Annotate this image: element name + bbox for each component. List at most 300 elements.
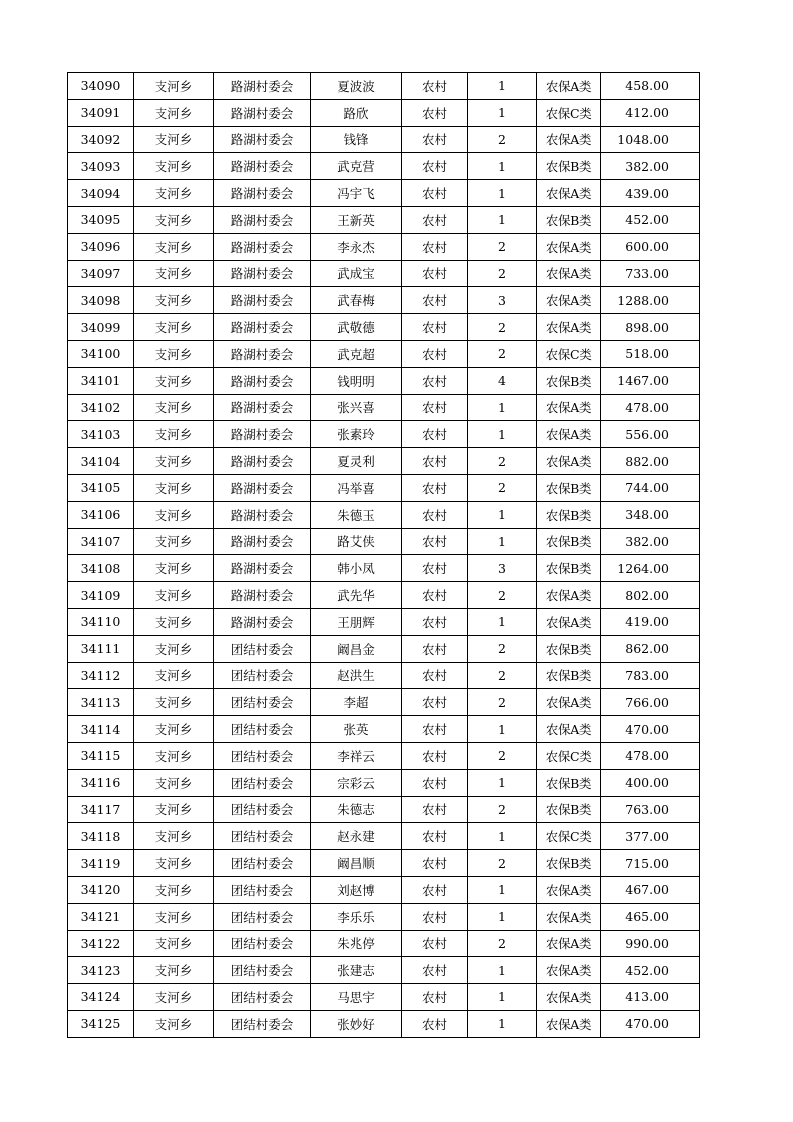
township-cell: 支河乡 bbox=[134, 555, 214, 582]
township-cell: 支河乡 bbox=[134, 314, 214, 341]
record-id-cell: 34114 bbox=[68, 716, 134, 743]
record-id-cell: 34105 bbox=[68, 474, 134, 501]
village-committee-cell: 路湖村委会 bbox=[214, 474, 311, 501]
amount-cell: 715.00 bbox=[601, 850, 700, 877]
household-count-cell: 1 bbox=[468, 180, 537, 207]
record-id-cell: 34109 bbox=[68, 582, 134, 609]
table-row bbox=[68, 984, 700, 1011]
table-row bbox=[68, 367, 700, 394]
record-id-cell: 34095 bbox=[68, 206, 134, 233]
table-row bbox=[68, 99, 700, 126]
township-cell: 支河乡 bbox=[134, 957, 214, 984]
insurance-category-cell: 农保A类 bbox=[537, 421, 601, 448]
village-committee-cell: 团结村委会 bbox=[214, 796, 311, 823]
insurance-category-cell: 农保A类 bbox=[537, 930, 601, 957]
insurance-category-cell: 农保B类 bbox=[537, 367, 601, 394]
record-id-cell: 34102 bbox=[68, 394, 134, 421]
household-count-cell: 1 bbox=[468, 769, 537, 796]
area-type-cell: 农村 bbox=[402, 903, 468, 930]
household-count-cell: 2 bbox=[468, 233, 537, 260]
township-cell: 支河乡 bbox=[134, 716, 214, 743]
village-committee-cell: 团结村委会 bbox=[214, 635, 311, 662]
township-cell: 支河乡 bbox=[134, 662, 214, 689]
insurance-category-cell: 农保A类 bbox=[537, 314, 601, 341]
insurance-category-cell: 农保A类 bbox=[537, 448, 601, 475]
area-type-cell: 农村 bbox=[402, 260, 468, 287]
record-id-cell: 34112 bbox=[68, 662, 134, 689]
amount-cell: 412.00 bbox=[601, 99, 700, 126]
person-name-cell: 马思宇 bbox=[311, 984, 402, 1011]
person-name-cell: 钱明明 bbox=[311, 367, 402, 394]
village-committee-cell: 团结村委会 bbox=[214, 823, 311, 850]
area-type-cell: 农村 bbox=[402, 340, 468, 367]
village-committee-cell: 路湖村委会 bbox=[214, 180, 311, 207]
village-committee-cell: 团结村委会 bbox=[214, 984, 311, 1011]
township-cell: 支河乡 bbox=[134, 903, 214, 930]
township-cell: 支河乡 bbox=[134, 823, 214, 850]
person-name-cell: 赵永建 bbox=[311, 823, 402, 850]
table-row bbox=[68, 903, 700, 930]
insurance-category-cell: 农保B类 bbox=[537, 153, 601, 180]
household-count-cell: 1 bbox=[468, 421, 537, 448]
record-id-cell: 34103 bbox=[68, 421, 134, 448]
record-id-cell: 34092 bbox=[68, 126, 134, 153]
insurance-category-cell: 农保A类 bbox=[537, 180, 601, 207]
township-cell: 支河乡 bbox=[134, 474, 214, 501]
village-committee-cell: 团结村委会 bbox=[214, 689, 311, 716]
record-id-cell: 34094 bbox=[68, 180, 134, 207]
village-committee-cell: 路湖村委会 bbox=[214, 287, 311, 314]
insurance-category-cell: 农保C类 bbox=[537, 99, 601, 126]
household-count-cell: 1 bbox=[468, 957, 537, 984]
area-type-cell: 农村 bbox=[402, 662, 468, 689]
table-row bbox=[68, 73, 700, 100]
amount-cell: 1048.00 bbox=[601, 126, 700, 153]
village-committee-cell: 路湖村委会 bbox=[214, 260, 311, 287]
household-count-cell: 1 bbox=[468, 1010, 537, 1037]
amount-cell: 898.00 bbox=[601, 314, 700, 341]
township-cell: 支河乡 bbox=[134, 528, 214, 555]
insurance-category-cell: 农保A类 bbox=[537, 689, 601, 716]
village-committee-cell: 团结村委会 bbox=[214, 903, 311, 930]
insurance-category-cell: 农保B类 bbox=[537, 850, 601, 877]
person-name-cell: 韩小凤 bbox=[311, 555, 402, 582]
record-id-cell: 34122 bbox=[68, 930, 134, 957]
insurance-category-cell: 农保B类 bbox=[537, 555, 601, 582]
area-type-cell: 农村 bbox=[402, 206, 468, 233]
table-row bbox=[68, 930, 700, 957]
household-count-cell: 1 bbox=[468, 876, 537, 903]
amount-cell: 763.00 bbox=[601, 796, 700, 823]
township-cell: 支河乡 bbox=[134, 99, 214, 126]
area-type-cell: 农村 bbox=[402, 314, 468, 341]
household-count-cell: 3 bbox=[468, 555, 537, 582]
township-cell: 支河乡 bbox=[134, 689, 214, 716]
insurance-category-cell: 农保A类 bbox=[537, 73, 601, 100]
village-committee-cell: 团结村委会 bbox=[214, 662, 311, 689]
table-row bbox=[68, 233, 700, 260]
record-id-cell: 34093 bbox=[68, 153, 134, 180]
insurance-category-cell: 农保A类 bbox=[537, 903, 601, 930]
village-committee-cell: 路湖村委会 bbox=[214, 99, 311, 126]
township-cell: 支河乡 bbox=[134, 930, 214, 957]
person-name-cell: 路艾侠 bbox=[311, 528, 402, 555]
area-type-cell: 农村 bbox=[402, 850, 468, 877]
household-count-cell: 2 bbox=[468, 796, 537, 823]
insurance-category-cell: 农保B类 bbox=[537, 769, 601, 796]
table-row bbox=[68, 421, 700, 448]
amount-cell: 556.00 bbox=[601, 421, 700, 448]
record-id-cell: 34108 bbox=[68, 555, 134, 582]
amount-cell: 1467.00 bbox=[601, 367, 700, 394]
amount-cell: 1264.00 bbox=[601, 555, 700, 582]
area-type-cell: 农村 bbox=[402, 367, 468, 394]
township-cell: 支河乡 bbox=[134, 260, 214, 287]
township-cell: 支河乡 bbox=[134, 126, 214, 153]
amount-cell: 990.00 bbox=[601, 930, 700, 957]
township-cell: 支河乡 bbox=[134, 340, 214, 367]
village-committee-cell: 团结村委会 bbox=[214, 957, 311, 984]
village-committee-cell: 路湖村委会 bbox=[214, 314, 311, 341]
amount-cell: 733.00 bbox=[601, 260, 700, 287]
area-type-cell: 农村 bbox=[402, 421, 468, 448]
amount-cell: 862.00 bbox=[601, 635, 700, 662]
table-row bbox=[68, 769, 700, 796]
amount-cell: 766.00 bbox=[601, 689, 700, 716]
amount-cell: 348.00 bbox=[601, 501, 700, 528]
area-type-cell: 农村 bbox=[402, 153, 468, 180]
insurance-category-cell: 农保B类 bbox=[537, 528, 601, 555]
record-id-cell: 34100 bbox=[68, 340, 134, 367]
insurance-category-cell: 农保A类 bbox=[537, 957, 601, 984]
amount-cell: 377.00 bbox=[601, 823, 700, 850]
record-id-cell: 34110 bbox=[68, 608, 134, 635]
area-type-cell: 农村 bbox=[402, 769, 468, 796]
insurance-category-cell: 农保A类 bbox=[537, 984, 601, 1011]
record-id-cell: 34106 bbox=[68, 501, 134, 528]
person-name-cell: 武先华 bbox=[311, 582, 402, 609]
household-count-cell: 2 bbox=[468, 635, 537, 662]
household-count-cell: 1 bbox=[468, 823, 537, 850]
amount-cell: 382.00 bbox=[601, 153, 700, 180]
person-name-cell: 冯宇飞 bbox=[311, 180, 402, 207]
household-count-cell: 1 bbox=[468, 528, 537, 555]
record-id-cell: 34096 bbox=[68, 233, 134, 260]
village-committee-cell: 团结村委会 bbox=[214, 930, 311, 957]
household-count-cell: 2 bbox=[468, 448, 537, 475]
table-row bbox=[68, 206, 700, 233]
township-cell: 支河乡 bbox=[134, 180, 214, 207]
village-committee-cell: 路湖村委会 bbox=[214, 528, 311, 555]
amount-cell: 400.00 bbox=[601, 769, 700, 796]
insurance-category-cell: 农保A类 bbox=[537, 233, 601, 260]
insurance-category-cell: 农保A类 bbox=[537, 126, 601, 153]
area-type-cell: 农村 bbox=[402, 180, 468, 207]
area-type-cell: 农村 bbox=[402, 233, 468, 260]
household-count-cell: 1 bbox=[468, 73, 537, 100]
record-id-cell: 34097 bbox=[68, 260, 134, 287]
person-name-cell: 朱德玉 bbox=[311, 501, 402, 528]
village-committee-cell: 团结村委会 bbox=[214, 850, 311, 877]
insurance-category-cell: 农保A类 bbox=[537, 1010, 601, 1037]
township-cell: 支河乡 bbox=[134, 984, 214, 1011]
area-type-cell: 农村 bbox=[402, 930, 468, 957]
amount-cell: 413.00 bbox=[601, 984, 700, 1011]
insurance-category-cell: 农保B类 bbox=[537, 635, 601, 662]
table-row bbox=[68, 287, 700, 314]
township-cell: 支河乡 bbox=[134, 501, 214, 528]
township-cell: 支河乡 bbox=[134, 367, 214, 394]
table-row bbox=[68, 662, 700, 689]
person-name-cell: 武克超 bbox=[311, 340, 402, 367]
table-row bbox=[68, 448, 700, 475]
village-committee-cell: 路湖村委会 bbox=[214, 153, 311, 180]
table-row bbox=[68, 555, 700, 582]
person-name-cell: 王朋辉 bbox=[311, 608, 402, 635]
amount-cell: 470.00 bbox=[601, 716, 700, 743]
record-id-cell: 34124 bbox=[68, 984, 134, 1011]
village-committee-cell: 团结村委会 bbox=[214, 876, 311, 903]
record-id-cell: 34117 bbox=[68, 796, 134, 823]
insurance-category-cell: 农保B类 bbox=[537, 501, 601, 528]
insurance-category-cell: 农保B类 bbox=[537, 206, 601, 233]
amount-cell: 467.00 bbox=[601, 876, 700, 903]
record-id-cell: 34090 bbox=[68, 73, 134, 100]
insurance-category-cell: 农保A类 bbox=[537, 287, 601, 314]
household-count-cell: 2 bbox=[468, 582, 537, 609]
person-name-cell: 李乐乐 bbox=[311, 903, 402, 930]
area-type-cell: 农村 bbox=[402, 582, 468, 609]
person-name-cell: 张兴喜 bbox=[311, 394, 402, 421]
township-cell: 支河乡 bbox=[134, 448, 214, 475]
table-row bbox=[68, 260, 700, 287]
insurance-category-cell: 农保B类 bbox=[537, 474, 601, 501]
insurance-category-cell: 农保B类 bbox=[537, 796, 601, 823]
area-type-cell: 农村 bbox=[402, 608, 468, 635]
record-id-cell: 34125 bbox=[68, 1010, 134, 1037]
village-committee-cell: 路湖村委会 bbox=[214, 448, 311, 475]
record-id-cell: 34111 bbox=[68, 635, 134, 662]
person-name-cell: 武克营 bbox=[311, 153, 402, 180]
table-row bbox=[68, 635, 700, 662]
person-name-cell: 钱锋 bbox=[311, 126, 402, 153]
person-name-cell: 阚昌金 bbox=[311, 635, 402, 662]
household-count-cell: 1 bbox=[468, 716, 537, 743]
person-name-cell: 冯举喜 bbox=[311, 474, 402, 501]
record-id-cell: 34123 bbox=[68, 957, 134, 984]
township-cell: 支河乡 bbox=[134, 394, 214, 421]
township-cell: 支河乡 bbox=[134, 876, 214, 903]
insurance-category-cell: 农保A类 bbox=[537, 608, 601, 635]
person-name-cell: 夏波波 bbox=[311, 73, 402, 100]
amount-cell: 478.00 bbox=[601, 394, 700, 421]
insurance-category-cell: 农保C类 bbox=[537, 742, 601, 769]
amount-cell: 518.00 bbox=[601, 340, 700, 367]
insurance-category-cell: 农保B类 bbox=[537, 662, 601, 689]
township-cell: 支河乡 bbox=[134, 635, 214, 662]
village-committee-cell: 团结村委会 bbox=[214, 769, 311, 796]
table-row bbox=[68, 180, 700, 207]
township-cell: 支河乡 bbox=[134, 233, 214, 260]
person-name-cell: 张妙好 bbox=[311, 1010, 402, 1037]
area-type-cell: 农村 bbox=[402, 1010, 468, 1037]
person-name-cell: 李超 bbox=[311, 689, 402, 716]
township-cell: 支河乡 bbox=[134, 421, 214, 448]
household-count-cell: 1 bbox=[468, 99, 537, 126]
data-table bbox=[67, 72, 700, 1038]
person-name-cell: 朱德志 bbox=[311, 796, 402, 823]
table-row bbox=[68, 1010, 700, 1037]
household-count-cell: 2 bbox=[468, 742, 537, 769]
record-id-cell: 34121 bbox=[68, 903, 134, 930]
person-name-cell: 张素玲 bbox=[311, 421, 402, 448]
insurance-category-cell: 农保A类 bbox=[537, 394, 601, 421]
amount-cell: 458.00 bbox=[601, 73, 700, 100]
household-count-cell: 2 bbox=[468, 689, 537, 716]
village-committee-cell: 团结村委会 bbox=[214, 716, 311, 743]
township-cell: 支河乡 bbox=[134, 850, 214, 877]
table-row bbox=[68, 742, 700, 769]
township-cell: 支河乡 bbox=[134, 287, 214, 314]
table-row bbox=[68, 608, 700, 635]
area-type-cell: 农村 bbox=[402, 528, 468, 555]
table-row bbox=[68, 153, 700, 180]
insurance-category-cell: 农保A类 bbox=[537, 876, 601, 903]
household-count-cell: 2 bbox=[468, 126, 537, 153]
township-cell: 支河乡 bbox=[134, 1010, 214, 1037]
area-type-cell: 农村 bbox=[402, 716, 468, 743]
area-type-cell: 农村 bbox=[402, 287, 468, 314]
record-id-cell: 34113 bbox=[68, 689, 134, 716]
person-name-cell: 赵洪生 bbox=[311, 662, 402, 689]
household-count-cell: 4 bbox=[468, 367, 537, 394]
table-row bbox=[68, 850, 700, 877]
table-row bbox=[68, 957, 700, 984]
township-cell: 支河乡 bbox=[134, 582, 214, 609]
village-committee-cell: 路湖村委会 bbox=[214, 233, 311, 260]
amount-cell: 1288.00 bbox=[601, 287, 700, 314]
table-row bbox=[68, 474, 700, 501]
area-type-cell: 农村 bbox=[402, 876, 468, 903]
township-cell: 支河乡 bbox=[134, 608, 214, 635]
amount-cell: 600.00 bbox=[601, 233, 700, 260]
insurance-category-cell: 农保A类 bbox=[537, 582, 601, 609]
household-count-cell: 1 bbox=[468, 903, 537, 930]
person-name-cell: 朱兆停 bbox=[311, 930, 402, 957]
household-count-cell: 1 bbox=[468, 206, 537, 233]
person-name-cell: 路欣 bbox=[311, 99, 402, 126]
amount-cell: 470.00 bbox=[601, 1010, 700, 1037]
person-name-cell: 宗彩云 bbox=[311, 769, 402, 796]
insurance-category-cell: 农保C类 bbox=[537, 340, 601, 367]
household-count-cell: 3 bbox=[468, 287, 537, 314]
village-committee-cell: 路湖村委会 bbox=[214, 421, 311, 448]
household-count-cell: 2 bbox=[468, 340, 537, 367]
area-type-cell: 农村 bbox=[402, 823, 468, 850]
household-count-cell: 2 bbox=[468, 930, 537, 957]
village-committee-cell: 路湖村委会 bbox=[214, 608, 311, 635]
amount-cell: 478.00 bbox=[601, 742, 700, 769]
township-cell: 支河乡 bbox=[134, 73, 214, 100]
village-committee-cell: 路湖村委会 bbox=[214, 582, 311, 609]
township-cell: 支河乡 bbox=[134, 153, 214, 180]
township-cell: 支河乡 bbox=[134, 206, 214, 233]
person-name-cell: 武敬德 bbox=[311, 314, 402, 341]
household-count-cell: 1 bbox=[468, 984, 537, 1011]
amount-cell: 452.00 bbox=[601, 206, 700, 233]
village-committee-cell: 路湖村委会 bbox=[214, 126, 311, 153]
record-id-cell: 34115 bbox=[68, 742, 134, 769]
record-id-cell: 34116 bbox=[68, 769, 134, 796]
person-name-cell: 阚昌顺 bbox=[311, 850, 402, 877]
area-type-cell: 农村 bbox=[402, 126, 468, 153]
household-count-cell: 2 bbox=[468, 314, 537, 341]
person-name-cell: 武春梅 bbox=[311, 287, 402, 314]
village-committee-cell: 路湖村委会 bbox=[214, 340, 311, 367]
township-cell: 支河乡 bbox=[134, 742, 214, 769]
area-type-cell: 农村 bbox=[402, 635, 468, 662]
table-body bbox=[68, 73, 700, 1038]
table-row bbox=[68, 314, 700, 341]
person-name-cell: 李永杰 bbox=[311, 233, 402, 260]
table-row bbox=[68, 876, 700, 903]
area-type-cell: 农村 bbox=[402, 474, 468, 501]
person-name-cell: 王新英 bbox=[311, 206, 402, 233]
household-count-cell: 1 bbox=[468, 394, 537, 421]
record-id-cell: 34098 bbox=[68, 287, 134, 314]
household-count-cell: 1 bbox=[468, 608, 537, 635]
village-committee-cell: 团结村委会 bbox=[214, 1010, 311, 1037]
amount-cell: 744.00 bbox=[601, 474, 700, 501]
area-type-cell: 农村 bbox=[402, 394, 468, 421]
amount-cell: 465.00 bbox=[601, 903, 700, 930]
area-type-cell: 农村 bbox=[402, 796, 468, 823]
table-row bbox=[68, 689, 700, 716]
village-committee-cell: 团结村委会 bbox=[214, 742, 311, 769]
amount-cell: 783.00 bbox=[601, 662, 700, 689]
person-name-cell: 夏灵利 bbox=[311, 448, 402, 475]
village-committee-cell: 路湖村委会 bbox=[214, 73, 311, 100]
table-row bbox=[68, 394, 700, 421]
record-id-cell: 34118 bbox=[68, 823, 134, 850]
table-row bbox=[68, 582, 700, 609]
table-row bbox=[68, 501, 700, 528]
table-row bbox=[68, 126, 700, 153]
record-id-cell: 34119 bbox=[68, 850, 134, 877]
township-cell: 支河乡 bbox=[134, 769, 214, 796]
household-count-cell: 2 bbox=[468, 474, 537, 501]
table-row bbox=[68, 340, 700, 367]
record-id-cell: 34099 bbox=[68, 314, 134, 341]
area-type-cell: 农村 bbox=[402, 73, 468, 100]
area-type-cell: 农村 bbox=[402, 501, 468, 528]
area-type-cell: 农村 bbox=[402, 448, 468, 475]
household-count-cell: 2 bbox=[468, 260, 537, 287]
township-cell: 支河乡 bbox=[134, 796, 214, 823]
person-name-cell: 张英 bbox=[311, 716, 402, 743]
table-row bbox=[68, 528, 700, 555]
household-count-cell: 2 bbox=[468, 850, 537, 877]
record-id-cell: 34120 bbox=[68, 876, 134, 903]
record-id-cell: 34107 bbox=[68, 528, 134, 555]
amount-cell: 382.00 bbox=[601, 528, 700, 555]
household-count-cell: 1 bbox=[468, 501, 537, 528]
record-id-cell: 34104 bbox=[68, 448, 134, 475]
amount-cell: 452.00 bbox=[601, 957, 700, 984]
record-id-cell: 34101 bbox=[68, 367, 134, 394]
person-name-cell: 武成宝 bbox=[311, 260, 402, 287]
area-type-cell: 农村 bbox=[402, 984, 468, 1011]
